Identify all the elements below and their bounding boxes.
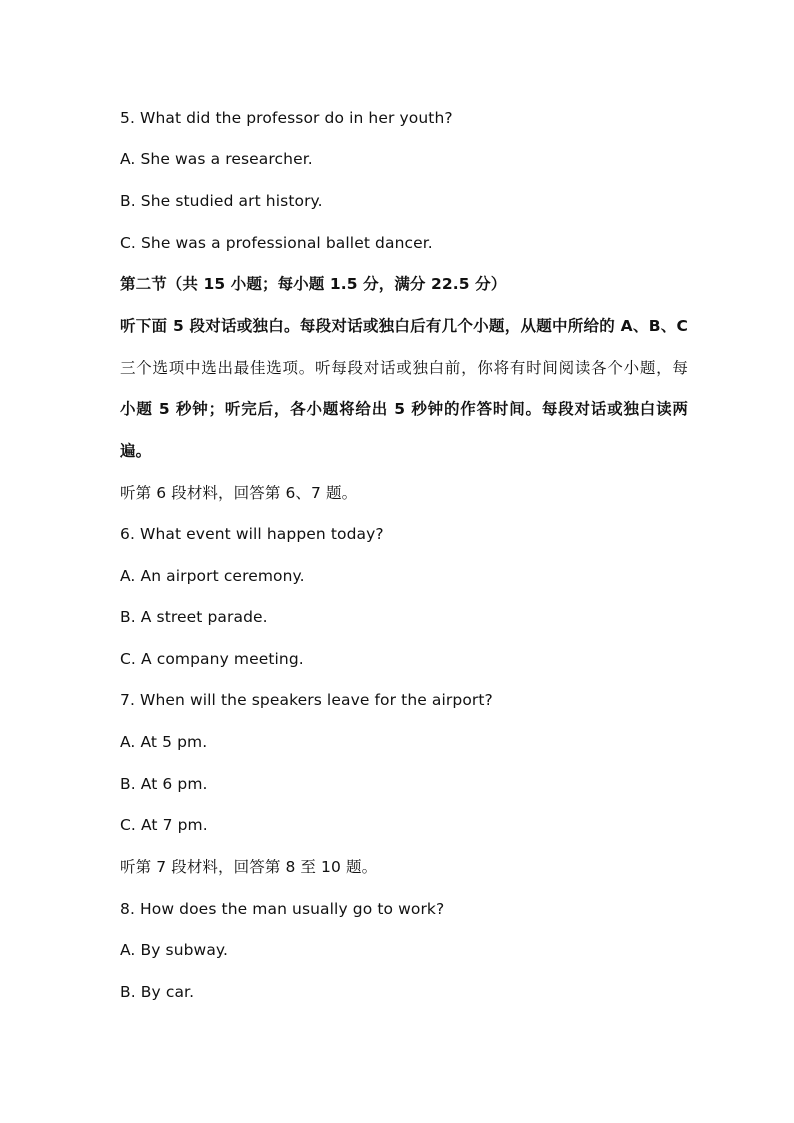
section-2-heading: 第二节（共 15 小题；每小题 1.5 分，满分 22.5 分） <box>120 275 507 293</box>
q8-option-b: B. By car. <box>120 983 195 1001</box>
q6-option-b: B. A street parade. <box>120 608 268 626</box>
instruction-line-4: 遍。 <box>120 442 152 460</box>
instruction-line-2: 三个选项中选出最佳选项。听每段对话或独白前，你将有时间阅读各个小题，每 <box>120 359 688 377</box>
question-6: 6. What event will happen today? <box>120 525 384 543</box>
q6-option-a: A. An airport ceremony. <box>120 567 305 585</box>
material-6-note: 听第 6 段材料，回答第 6、7 题。 <box>120 484 358 502</box>
material-7-note: 听第 7 段材料，回答第 8 至 10 题。 <box>120 858 378 876</box>
q7-option-b: B. At 6 pm. <box>120 775 208 793</box>
q5-option-a: A. She was a researcher. <box>120 150 313 168</box>
q7-option-a: A. At 5 pm. <box>120 733 208 751</box>
q6-option-c: C. A company meeting. <box>120 650 304 668</box>
q8-option-a: A. By subway. <box>120 941 229 959</box>
q5-option-b: B. She studied art history. <box>120 192 323 210</box>
question-7: 7. When will the speakers leave for the airport? <box>120 691 493 709</box>
instruction-line-3: 小题 5 秒钟；听完后，各小题将给出 5 秒钟的作答时间。每段对话或独白读两 <box>120 400 688 418</box>
q7-option-c: C. At 7 pm. <box>120 816 208 834</box>
q5-option-c: C. She was a professional ballet dancer. <box>120 234 433 252</box>
instruction-line-1: 听下面 5 段对话或独白。每段对话或独白后有几个小题，从题中所给的 A、B、C <box>120 317 688 335</box>
question-5: 5. What did the professor do in her youth? <box>120 109 453 127</box>
question-8: 8. How does the man usually go to work? <box>120 900 445 918</box>
